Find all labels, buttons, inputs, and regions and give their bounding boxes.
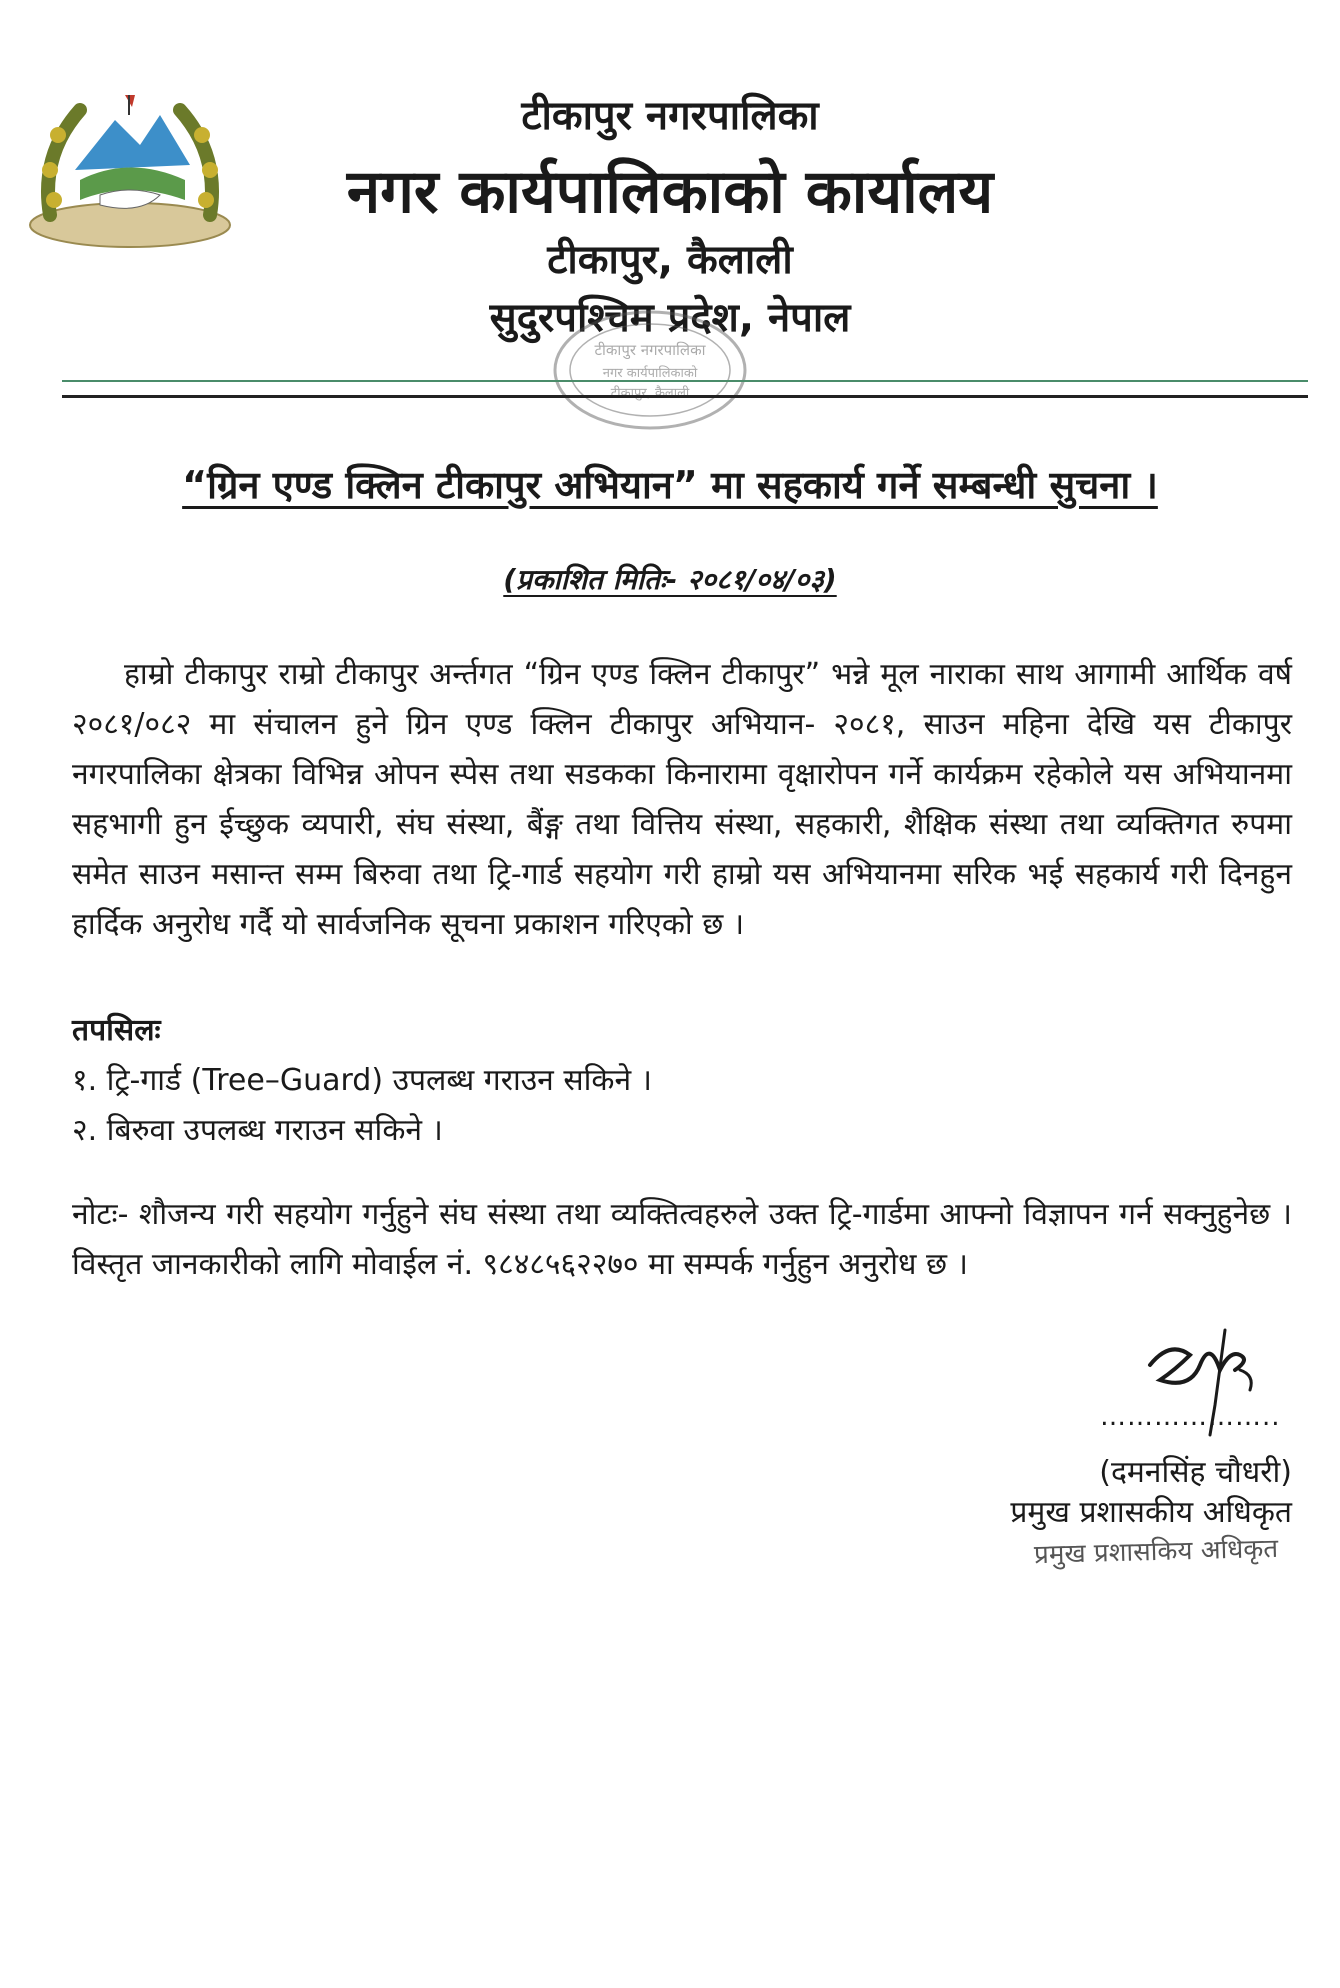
svg-text:टीकापुर, कैलाली: टीकापुर, कैलाली (610, 386, 690, 401)
signatory-designation: प्रमुख प्रशासकीय अधिकृत (1010, 1495, 1292, 1530)
office-name: नगर कार्यपालिकाको कार्यालय (346, 157, 994, 227)
list-item: २. बिरुवा उपलब्ध गराउन सकिने । (72, 1113, 443, 1148)
notice-note: नोटः- शौजन्य गरी सहयोग गर्नुहुने संघ संस्था तथा व्यक्तित्वहरुले उक्त ट्रि-गार्डमा आफ्नो विज्ञापन गर्न सक्नुहुनेछ । विस्तृत जानकारीको लागि मोवाईल नं. ९८४८५६२२७० मा सम्पर्क गर्नुहुन अनुरोध छ । (72, 1197, 1292, 1282)
svg-text:नगर कार्यपालिकाको: नगर कार्यपालिकाको (602, 366, 698, 381)
header-rule-thin (62, 380, 1308, 382)
signatory-name: (दमनसिंह चौधरी) (1099, 1455, 1292, 1490)
list-item: १. ट्रि-गार्ड (Tree–Guard) उपलब्ध गराउन सकिने । (72, 1063, 653, 1098)
header-rule-thick (62, 395, 1308, 398)
designation-stamp: प्रमुख प्रशासकिय अधिकृत (1033, 1533, 1279, 1571)
office-location: टीकापुर, कैलाली (547, 237, 793, 283)
notice-title: “ग्रिन एण्ड क्लिन टीकापुर अभियान” मा सहकार्य गर्ने सम्बन्धी सुचना । (182, 463, 1158, 507)
office-stamp (545, 305, 755, 435)
province-country: सुदुरपश्चिम प्रदेश, नेपाल (489, 295, 851, 341)
municipality-name: टीकापुर नगरपालिका (521, 93, 819, 139)
tapasil-heading: तपसिलः (72, 1013, 161, 1048)
notice-body: हाम्रो टीकापुर राम्रो टीकापुर अर्न्तगत “ग्रिन एण्ड क्लिन टीकापुर” भन्ने मूल नाराका साथ आगामी आर्थिक वर्ष २०८१/०८२ मा संचालन हुने ग्रिन एण्ड क्लिन टीकापुर अभियान- २०८१, साउन महिना देखि यस टीकापुर नगरपालिका क्षेत्रका विभिन्न ओपन स्पेस तथा सडकका किनारामा वृक्षारोपन गर्ने कार्यक्रम रहेकोले यस अभियानमा सहभागी हुन ईच्छुक व्यपारी, संघ संस्था, बैंङ्ग तथा वित्तिय संस्था, सहकारी, शैक्षिक संस्था तथा व्यक्तिगत रुपमा समेत साउन मसान्त सम्म बिरुवा तथा ट्रि-गार्ड सहयोग गरी हाम्रो यस अभियानमा सरिक भई सहकार्य गरी दिनहुन हार्दिक अनुरोध गर्दै यो सार्वजनिक सूचना प्रकाशन गरिएको छ । (72, 657, 1292, 942)
signature-line: ……………….. (1100, 1402, 1281, 1432)
svg-text:टीकापुर नगरपालिका: टीकापुर नगरपालिका (594, 341, 706, 359)
published-date: (प्रकाशित मितिः- २०८१/०४/०३) (503, 563, 837, 596)
